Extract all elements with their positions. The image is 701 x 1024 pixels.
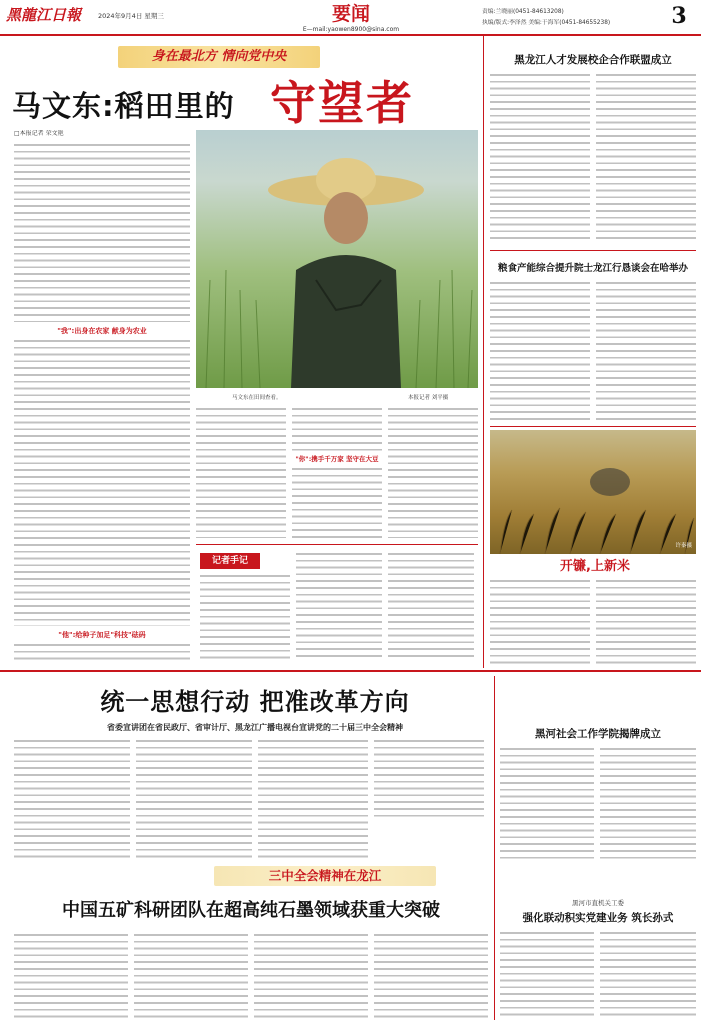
bottom-right-kicker: 黑河市直机关工委 bbox=[572, 899, 624, 907]
rice-photo-title: 开镰,上新米 bbox=[560, 559, 630, 574]
right-divider-2 bbox=[490, 426, 696, 427]
right-column-rule bbox=[483, 36, 484, 668]
mid-main-title: 统一思想行动 把准改革方向 bbox=[100, 688, 410, 716]
layout-phone: 执编/版式:李泽然 美编:于海军(0451-84655238) bbox=[482, 20, 611, 26]
section-name: 要闻 bbox=[331, 3, 370, 25]
bottom-text-col2 bbox=[134, 934, 248, 1018]
feature-col1-text-c bbox=[14, 644, 190, 664]
feature-headline: 马文东:稻田里的 bbox=[12, 89, 235, 123]
mid-top-rule bbox=[0, 670, 701, 672]
feature-photo-caption: 马文东在田间查看。 bbox=[232, 395, 282, 401]
feature-photo bbox=[196, 130, 478, 388]
rice-photo-credit: 许秦摄 bbox=[675, 543, 692, 549]
rice-photo-text-a bbox=[490, 580, 590, 664]
rice-field-illustration bbox=[490, 430, 696, 554]
bottom-text-col1 bbox=[14, 934, 128, 1018]
bottom-right-title: 强化联动积实党建业务 筑长孙式 bbox=[522, 912, 674, 924]
reporter-notes-text-a bbox=[200, 575, 290, 659]
mid-right-title: 黑河社会工作学院揭牌成立 bbox=[535, 728, 661, 740]
mid-text-col3 bbox=[258, 740, 368, 858]
mid-right-text-a bbox=[500, 748, 594, 860]
feature-subhead-4: "你":携手千万家 坚守在大豆 bbox=[295, 455, 379, 463]
right-article1-text-a bbox=[490, 74, 590, 242]
feature-col1-text-b bbox=[14, 340, 190, 626]
rice-photo-text-b bbox=[596, 580, 696, 664]
masthead bbox=[0, 0, 701, 36]
feature-col1-text-a bbox=[14, 144, 190, 322]
feature-byline: □本报记者 荣文艳 bbox=[14, 130, 64, 137]
rice-harvest-photo bbox=[490, 430, 696, 554]
right-divider-1 bbox=[490, 250, 696, 251]
feature-col4-text bbox=[388, 408, 478, 538]
bottom-main-title: 中国五矿科研团队在超高纯石墨领域获重大突破 bbox=[62, 900, 440, 921]
bottom-right-text-b bbox=[600, 932, 696, 1018]
mid-right-text-b bbox=[600, 748, 696, 860]
feature-col2-text bbox=[196, 408, 286, 538]
feature-banner bbox=[118, 46, 320, 68]
feature-col3-text-a bbox=[292, 408, 382, 452]
page-number: 3 bbox=[671, 4, 687, 28]
issue-date: 2024年9月4日 星期三 bbox=[98, 12, 164, 20]
feature-col3-text-b bbox=[292, 468, 382, 538]
feature-headline-highlight: 守望者 bbox=[270, 76, 414, 130]
reporter-notes-text-c bbox=[388, 553, 474, 659]
reporter-notes-box bbox=[196, 544, 478, 664]
bottom-banner-text: 三中全会精神在龙江 bbox=[268, 868, 382, 883]
bottom-banner bbox=[214, 866, 436, 886]
feature-banner-text: 身在最北方 情向党中央 bbox=[151, 49, 287, 64]
reporter-notes-label: 记者手记 bbox=[200, 553, 260, 569]
right-article2-title: 粮食产能综合提升院士龙江行恳谈会在哈举办 bbox=[497, 263, 688, 274]
feature-subhead-2: "他":给种子加足"科技"砝码 bbox=[58, 631, 146, 639]
feature-subhead-1: "我":出身在农家 献身为农业 bbox=[57, 327, 147, 335]
bottom-right-text-a bbox=[500, 932, 594, 1018]
bottom-text-col4 bbox=[374, 934, 488, 1018]
paper-logo: 黑龍江日報 bbox=[6, 6, 82, 24]
editor-phone: 责编:兰晓丽(0451-84613208) bbox=[482, 9, 564, 15]
right-article1-text-b bbox=[596, 74, 696, 242]
farmer-figure bbox=[196, 130, 478, 388]
mid-subtitle: 省委宣讲团在省民政厅、省审计厅、黑龙江广播电视台宣讲党的二十届三中全会精神 bbox=[107, 723, 403, 732]
bottom-text-col3 bbox=[254, 934, 368, 1018]
right-article2-text-b bbox=[596, 282, 696, 420]
reporter-notes-text-b bbox=[296, 553, 382, 659]
masthead-rule bbox=[0, 34, 701, 36]
right-article1-title: 黑龙江人才发展校企合作联盟成立 bbox=[514, 54, 672, 66]
mid-text-col1 bbox=[14, 740, 130, 858]
mid-right-rule bbox=[494, 676, 495, 1020]
mid-text-col4 bbox=[374, 740, 484, 820]
section-email: E—mail:yaowen8900@sina.com bbox=[302, 26, 400, 33]
feature-photo-credit: 本报记者 刘平摄 bbox=[408, 395, 449, 401]
right-article2-text-a bbox=[490, 282, 590, 420]
mid-text-col2 bbox=[136, 740, 252, 858]
